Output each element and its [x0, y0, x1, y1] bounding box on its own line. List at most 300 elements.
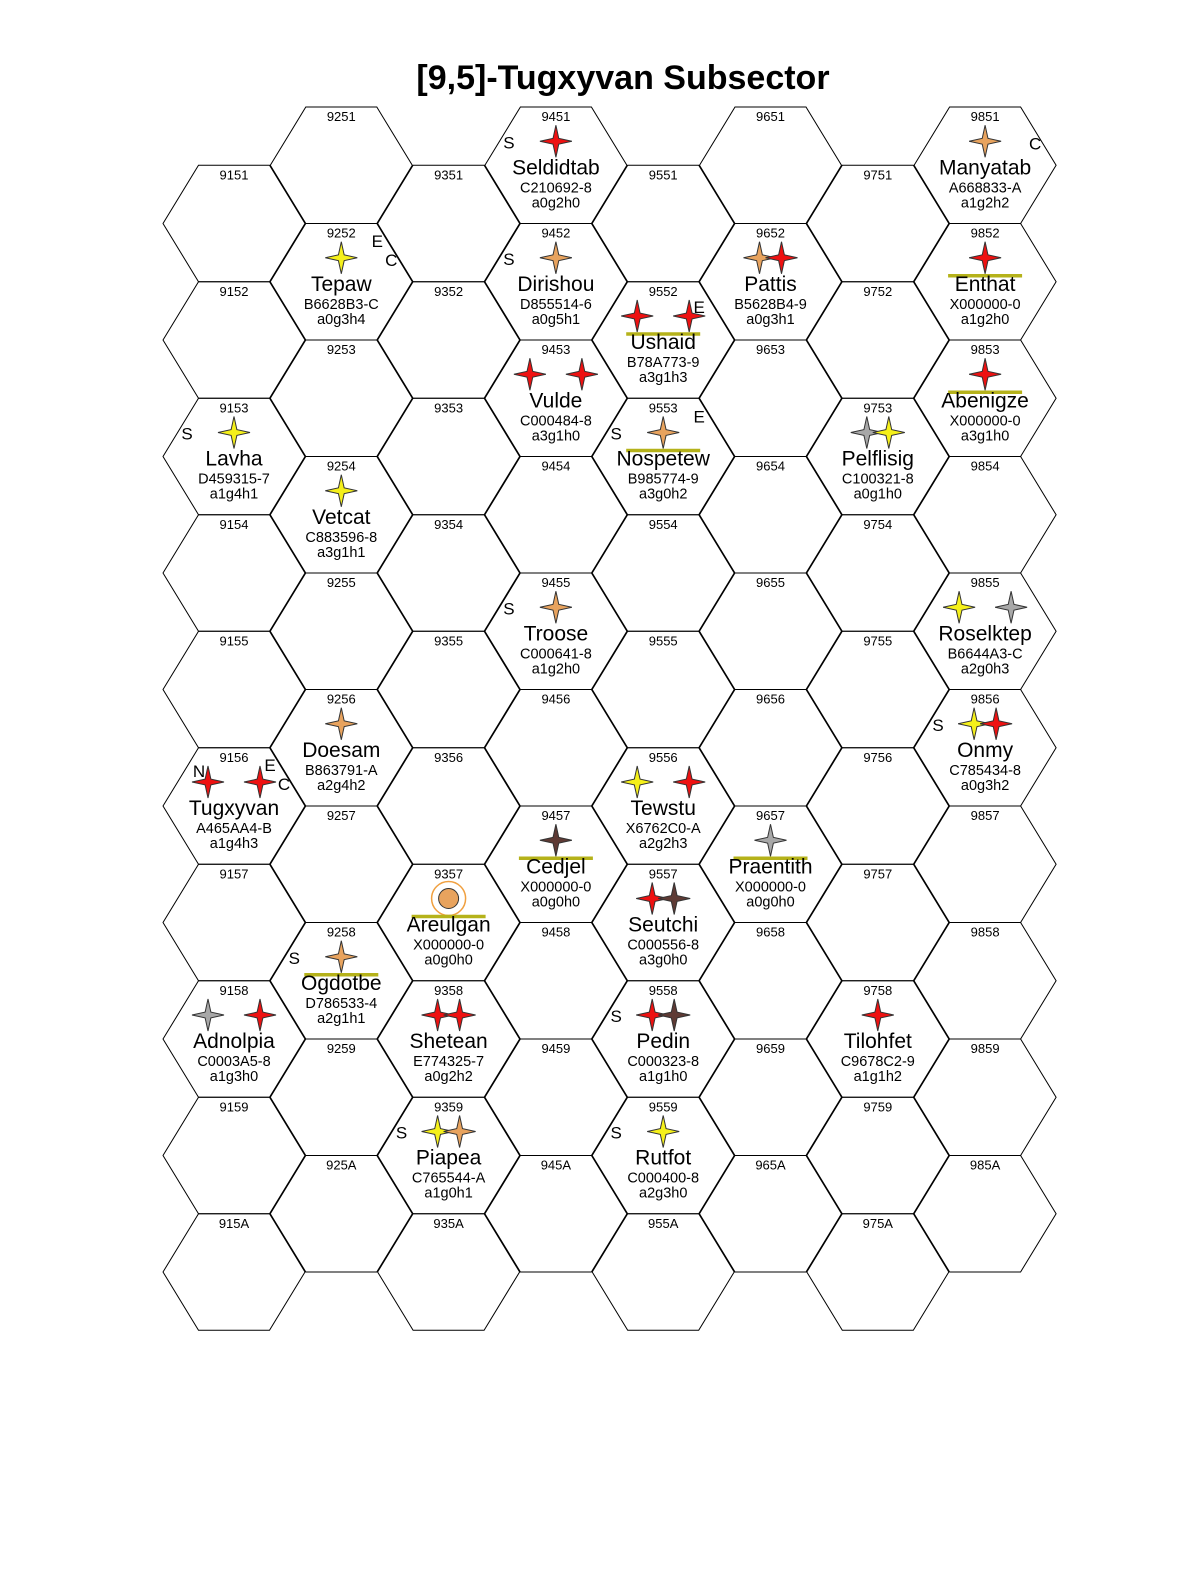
red-star-icon: [673, 766, 705, 798]
world-name: Adnolpia: [193, 1030, 275, 1053]
hex-number: 9158: [219, 982, 249, 998]
hex-number: 9451: [541, 109, 571, 125]
hex-number: 9556: [648, 749, 678, 765]
world-layer: [181, 109, 1041, 1231]
red-star-icon: [980, 708, 1012, 740]
hex-cell[interactable]: [700, 923, 842, 1039]
hex-number: 9852: [970, 225, 1000, 241]
world-uwp: X000000-0: [735, 879, 806, 896]
yellow-star-icon: [873, 417, 905, 449]
world-uwp: C100321-8: [841, 471, 914, 488]
world-code: a3g1h3: [639, 370, 688, 386]
world-code: a1g2h0: [960, 311, 1010, 328]
base-code-s: S: [610, 1123, 622, 1143]
world-roselktep[interactable]: [938, 591, 1031, 677]
world-uwp: E774325-7: [413, 1054, 485, 1070]
world-pattis[interactable]: [734, 242, 807, 328]
world-code: a0g0h0: [424, 952, 473, 969]
world-code: a2g1h1: [317, 1010, 366, 1027]
hex-cell[interactable]: [700, 340, 842, 456]
hex-number: 9854: [970, 458, 1000, 474]
hex-cell[interactable]: [700, 457, 842, 573]
hex-number: 9357: [434, 866, 464, 882]
hex-number: 9159: [219, 1099, 249, 1115]
hex-number: 9754: [863, 516, 893, 532]
base-code-e: E: [693, 298, 705, 317]
orange-star-icon: [444, 1116, 476, 1148]
hex-number: 9651: [756, 109, 785, 125]
hex-number: 9251: [326, 109, 356, 125]
world-name: Manyatab: [938, 156, 1032, 180]
hex-cell[interactable]: [485, 690, 627, 806]
hex-number: 9458: [541, 924, 571, 940]
world-name: Nospetew: [616, 447, 710, 471]
world-name: Pelflisig: [841, 447, 914, 471]
world-uwp: C000323-8: [627, 1054, 700, 1070]
world-code: a0g3h2: [960, 777, 1010, 794]
hex-number: 9455: [541, 575, 571, 591]
base-code-c: C: [385, 250, 398, 270]
world-code: a0g0h0: [531, 894, 581, 911]
hex-number: 9351: [434, 167, 464, 183]
hex-cell[interactable]: [485, 457, 627, 573]
hex-cell[interactable]: [270, 1039, 412, 1155]
world-name: Ushaid: [630, 331, 696, 354]
hex-number: 9752: [863, 283, 893, 299]
hex-number: 9352: [434, 283, 464, 299]
base-code-e: E: [264, 756, 276, 775]
yellow-star-icon: [647, 1116, 679, 1148]
hex-number: 9358: [434, 982, 464, 998]
brown-star-icon: [658, 883, 690, 915]
base-code-e: E: [693, 407, 705, 427]
hex-cell[interactable]: [270, 1156, 412, 1272]
hex-number: 9156: [219, 749, 249, 765]
hex-cell[interactable]: [378, 631, 520, 747]
world-tilohfet[interactable]: [841, 999, 915, 1085]
hex-number: 915A: [218, 1215, 250, 1231]
red-star-icon: [969, 358, 1001, 390]
hex-cell[interactable]: [378, 398, 520, 514]
world-ogdotbe[interactable]: [289, 941, 382, 1027]
base-code-s: S: [503, 599, 515, 619]
world-nospetew[interactable]: [611, 408, 711, 503]
world-enthat[interactable]: [948, 242, 1022, 328]
hex-number: 925A: [326, 1157, 357, 1173]
world-code: a0g0h0: [746, 894, 795, 911]
hex-number: 9558: [648, 982, 678, 998]
hex-cell[interactable]: [914, 1156, 1056, 1272]
hex-cell[interactable]: [700, 107, 842, 223]
hex-number: 9356: [434, 749, 464, 765]
hex-number: 9555: [648, 633, 678, 649]
hex-grid: [163, 107, 1056, 1330]
world-ushaid[interactable]: [621, 298, 705, 386]
orange-star-icon: [540, 591, 572, 623]
hex-number: 9151: [219, 167, 249, 183]
base-code-s: S: [610, 1007, 622, 1026]
hex-number: 9252: [326, 225, 356, 241]
world-vetcat[interactable]: [305, 475, 377, 561]
world-shetean[interactable]: [409, 999, 487, 1085]
hex-cell[interactable]: [700, 1039, 842, 1155]
hex-number: 9856: [970, 691, 1000, 707]
hex-cell[interactable]: [378, 748, 520, 864]
hex-number: 975A: [862, 1215, 893, 1231]
hex-cell[interactable]: [807, 748, 949, 864]
world-uwp: C0003A5-8: [197, 1054, 271, 1070]
world-uwp: A668833-A: [948, 180, 1022, 197]
world-tepaw[interactable]: [304, 232, 398, 328]
hex-number: 9154: [219, 516, 249, 532]
hex-number: 9859: [970, 1041, 1000, 1057]
world-seldidtab[interactable]: [503, 125, 599, 211]
hex-cell[interactable]: [914, 806, 1056, 922]
hex-cell[interactable]: [270, 573, 412, 689]
hex-number: 945A: [540, 1157, 572, 1173]
hex-number: 9453: [541, 342, 571, 358]
hex-number: 9756: [863, 749, 893, 765]
red-star-icon: [862, 999, 894, 1031]
hex-number: 9851: [970, 109, 1000, 125]
red-star-icon: [566, 358, 598, 390]
hex-number: 935A: [433, 1215, 464, 1231]
hex-number: 9653: [756, 342, 785, 358]
hex-cell[interactable]: [163, 864, 305, 980]
world-adnolpia[interactable]: [192, 999, 276, 1085]
hex-number: 9551: [648, 167, 678, 183]
world-name: Tilohfet: [843, 1030, 912, 1053]
hex-number: 9355: [434, 633, 464, 649]
hex-number: 9255: [326, 575, 356, 591]
base-code-s: S: [610, 424, 622, 444]
base-code-s: S: [503, 249, 515, 269]
hex-number: 9552: [648, 283, 678, 299]
world-name: Seldidtab: [512, 156, 600, 180]
hex-number: 9658: [756, 924, 785, 940]
world-uwp: C000484-8: [520, 413, 592, 430]
world-name: Lavha: [205, 447, 263, 471]
gas-giant-icon: [439, 889, 459, 909]
base-code-s: S: [395, 1123, 408, 1143]
hex-number: 9259: [326, 1041, 356, 1057]
world-name: Rutfot: [635, 1146, 692, 1170]
grey-star-icon: [995, 591, 1027, 623]
hex-cell[interactable]: [378, 515, 520, 631]
base-code-n: N: [192, 762, 206, 781]
world-code: a1g1h0: [639, 1069, 688, 1085]
world-code: a1g0h1: [424, 1185, 473, 1202]
hex-number: 9456: [541, 691, 571, 707]
hex-cell[interactable]: [914, 923, 1056, 1039]
hex-cell[interactable]: [807, 165, 949, 281]
hex-cell[interactable]: [485, 1039, 627, 1155]
world-name: Onmy: [957, 738, 1014, 762]
world-name: Pattis: [744, 272, 797, 296]
world-name: Ogdotbe: [301, 971, 382, 995]
world-pelflisig[interactable]: [842, 417, 914, 503]
hex-cell[interactable]: [163, 631, 305, 747]
hex-cell[interactable]: [378, 282, 520, 398]
world-tewstu[interactable]: [621, 766, 705, 852]
yellow-star-icon: [325, 242, 357, 274]
world-name: Dirishou: [517, 272, 595, 296]
world-tugxyvan[interactable]: [189, 756, 290, 852]
yellow-star-icon: [325, 475, 357, 507]
world-uwp: X6762C0-A: [625, 821, 701, 837]
world-uwp: C000556-8: [627, 937, 700, 954]
red-star-icon: [444, 999, 476, 1031]
world-pedin[interactable]: [611, 999, 700, 1085]
orange-star-icon: [647, 417, 679, 449]
world-uwp: B863791-A: [305, 762, 378, 779]
grey-star-icon: [755, 824, 787, 856]
hex-number: 9654: [756, 458, 785, 474]
hex-number: 9857: [970, 808, 1000, 824]
world-code: a2g3h0: [639, 1185, 688, 1202]
world-uwp: X000000-0: [520, 879, 592, 896]
hex-number: 9155: [219, 633, 249, 649]
world-uwp: X000000-0: [949, 296, 1021, 313]
world-uwp: C765544-A: [411, 1170, 486, 1187]
base-code-c: C: [1028, 134, 1042, 154]
world-uwp: B6644A3-C: [947, 646, 1023, 663]
world-uwp: C210692-8: [520, 180, 592, 197]
yellow-star-icon: [943, 591, 975, 623]
hex-number: 965A: [755, 1157, 786, 1173]
hex-cell[interactable]: [700, 690, 842, 806]
world-lavha[interactable]: [181, 417, 270, 503]
world-uwp: C000641-8: [520, 646, 592, 663]
base-code-s: S: [503, 133, 515, 153]
hex-cell[interactable]: [807, 1214, 949, 1330]
world-code: a3g0h0: [639, 952, 688, 969]
hex-cell[interactable]: [270, 107, 412, 223]
world-name: Tepaw: [310, 272, 372, 296]
world-code: a2g2h3: [639, 836, 688, 852]
world-seutchi[interactable]: [627, 883, 699, 969]
world-uwp: X000000-0: [949, 413, 1021, 430]
hex-cell[interactable]: [163, 1214, 305, 1330]
base-code-s: S: [288, 948, 300, 968]
hex-number: 9459: [541, 1041, 571, 1057]
brown-star-icon: [658, 999, 690, 1031]
hex-number: 9157: [219, 866, 249, 882]
grey-star-icon: [192, 999, 224, 1031]
hex-cell[interactable]: [163, 1097, 305, 1213]
world-praentith[interactable]: [728, 824, 812, 910]
world-name: Tugxyvan: [188, 797, 280, 820]
hex-number: 9557: [648, 866, 678, 882]
yellow-star-icon: [218, 417, 250, 449]
hex-number: 9657: [756, 808, 785, 824]
world-code: a0g2h0: [531, 195, 581, 212]
orange-star-icon: [540, 242, 572, 274]
red-star-icon: [514, 358, 546, 390]
world-name: Pedin: [636, 1030, 691, 1053]
hex-cell[interactable]: [592, 165, 734, 281]
hex-number: 9559: [648, 1099, 678, 1115]
hex-cell[interactable]: [807, 515, 949, 631]
orange-star-icon: [969, 125, 1001, 157]
red-star-icon: [244, 999, 276, 1031]
hex-cell[interactable]: [592, 1214, 734, 1330]
world-name: Shetean: [409, 1030, 488, 1053]
world-code: a1g4h1: [209, 486, 259, 503]
hex-number: 9253: [326, 342, 356, 358]
world-code: a0g2h2: [424, 1069, 473, 1085]
world-uwp: B5628B4-9: [734, 296, 807, 313]
world-code: a2g0h3: [960, 661, 1010, 678]
world-uwp: D786533-4: [305, 995, 378, 1012]
map-title: [9,5]-Tugxyvan Subsector: [416, 59, 830, 97]
world-name: Roselktep: [938, 622, 1032, 646]
hex-number: 9751: [863, 167, 893, 183]
hex-cell[interactable]: [807, 631, 949, 747]
world-name: Enthat: [954, 272, 1016, 296]
red-star-icon: [621, 300, 653, 332]
hex-cell[interactable]: [270, 340, 412, 456]
world-code: a1g2h0: [531, 661, 581, 678]
hex-number: 9759: [863, 1099, 893, 1115]
world-code: a1g1h2: [853, 1069, 902, 1085]
world-code: a0g3h1: [746, 311, 795, 328]
world-uwp: A465AA4-B: [196, 821, 272, 837]
world-uwp: D459315-7: [198, 471, 270, 488]
hex-number: 9452: [541, 225, 571, 241]
world-code: a0g5h1: [531, 311, 581, 328]
hex-cell[interactable]: [592, 631, 734, 747]
hex-cell[interactable]: [807, 864, 949, 980]
hex-number: 9858: [970, 924, 1000, 940]
world-piapea[interactable]: [396, 1116, 486, 1202]
world-uwp: X000000-0: [413, 937, 485, 954]
red-star-icon: [540, 125, 572, 157]
hex-number: 9257: [326, 808, 356, 824]
world-code: a0g3h4: [317, 311, 366, 328]
hex-cell[interactable]: [378, 165, 520, 281]
hex-cell[interactable]: [700, 1156, 842, 1272]
hex-cell[interactable]: [163, 282, 305, 398]
world-rutfot[interactable]: [611, 1116, 700, 1202]
red-star-icon: [969, 242, 1001, 274]
hex-number: 9757: [863, 866, 893, 882]
hex-cell[interactable]: [163, 165, 305, 281]
world-code: a3g1h0: [531, 428, 581, 445]
world-troose[interactable]: [503, 591, 592, 677]
hex-number: 9153: [219, 400, 249, 416]
world-name: Praentith: [728, 855, 813, 879]
world-dirishou[interactable]: [503, 242, 594, 328]
yellow-star-icon: [621, 766, 653, 798]
red-star-icon: [766, 242, 798, 274]
world-code: a1g4h3: [209, 836, 259, 852]
world-name: Areulgan: [406, 913, 491, 937]
world-onmy[interactable]: [932, 708, 1021, 794]
world-code: a2g4h2: [317, 777, 366, 794]
world-vulde[interactable]: [514, 358, 598, 444]
world-code: a1g3h0: [209, 1069, 259, 1085]
world-areulgan[interactable]: [407, 882, 491, 969]
world-manyatab[interactable]: [939, 125, 1041, 211]
orange-star-icon: [325, 708, 357, 740]
hex-cell[interactable]: [592, 515, 734, 631]
hex-number: 9753: [863, 400, 893, 416]
world-name: Vulde: [529, 389, 583, 413]
hex-number: 9656: [756, 691, 785, 707]
hex-number: 9359: [434, 1099, 464, 1115]
base-code-s: S: [932, 715, 944, 735]
world-name: Vetcat: [312, 505, 371, 529]
hex-number: 9855: [970, 575, 1000, 591]
world-uwp: C9678C2-9: [840, 1054, 915, 1070]
hex-cell[interactable]: [270, 806, 412, 922]
world-name: Abenigze: [941, 389, 1029, 413]
hex-number: 9652: [756, 225, 785, 241]
hex-cell[interactable]: [914, 1039, 1056, 1155]
world-name: Seutchi: [628, 913, 699, 937]
hex-number: 9258: [326, 924, 356, 940]
hex-number: 9553: [648, 400, 678, 416]
base-code-c: C: [277, 775, 291, 794]
world-name: Doesam: [302, 738, 381, 762]
hex-number: 9554: [648, 516, 678, 532]
hex-cell[interactable]: [700, 573, 842, 689]
base-code-s: S: [181, 424, 193, 444]
hex-cell[interactable]: [378, 1214, 520, 1330]
hex-number: 955A: [648, 1215, 679, 1231]
world-code: a3g1h0: [960, 428, 1010, 445]
hex-number: 9254: [326, 458, 356, 474]
world-cedjel[interactable]: [519, 824, 593, 910]
hex-number: 985A: [969, 1157, 1001, 1173]
world-name: Tewstu: [630, 797, 696, 820]
hex-number: 9353: [434, 400, 464, 416]
world-uwp: C000400-8: [627, 1170, 700, 1187]
hex-number: 9655: [756, 575, 785, 591]
hex-cell[interactable]: [485, 1156, 627, 1272]
world-code: a1g2h2: [960, 195, 1010, 212]
world-uwp: C883596-8: [305, 529, 378, 546]
world-uwp: C785434-8: [949, 762, 1021, 779]
world-uwp: B6628B3-C: [303, 296, 379, 313]
hex-cell[interactable]: [163, 515, 305, 631]
hex-cell[interactable]: [914, 457, 1056, 573]
world-doesam[interactable]: [302, 708, 380, 794]
hex-number: 9454: [541, 458, 571, 474]
hex-cell[interactable]: [807, 1097, 949, 1213]
hex-cell[interactable]: [807, 282, 949, 398]
world-uwp: B985774-9: [627, 471, 699, 488]
world-code: a3g0h2: [639, 486, 688, 503]
brown-star-icon: [540, 824, 572, 856]
world-name: Cedjel: [526, 855, 586, 879]
hex-number: 9659: [756, 1041, 785, 1057]
hex-number: 9152: [219, 283, 249, 299]
hex-number: 9755: [863, 633, 893, 649]
world-name: Troose: [523, 622, 589, 646]
hex-number: 9354: [434, 516, 464, 532]
world-abenigze[interactable]: [941, 358, 1029, 444]
world-uwp: D855514-6: [520, 296, 592, 313]
hex-number: 9853: [970, 342, 1000, 358]
world-code: a3g1h1: [317, 544, 366, 561]
hex-cell[interactable]: [485, 923, 627, 1039]
world-uwp: B78A773-9: [626, 355, 700, 371]
orange-star-icon: [325, 941, 357, 973]
hex-number: 9256: [326, 691, 356, 707]
base-code-e: E: [371, 231, 383, 251]
